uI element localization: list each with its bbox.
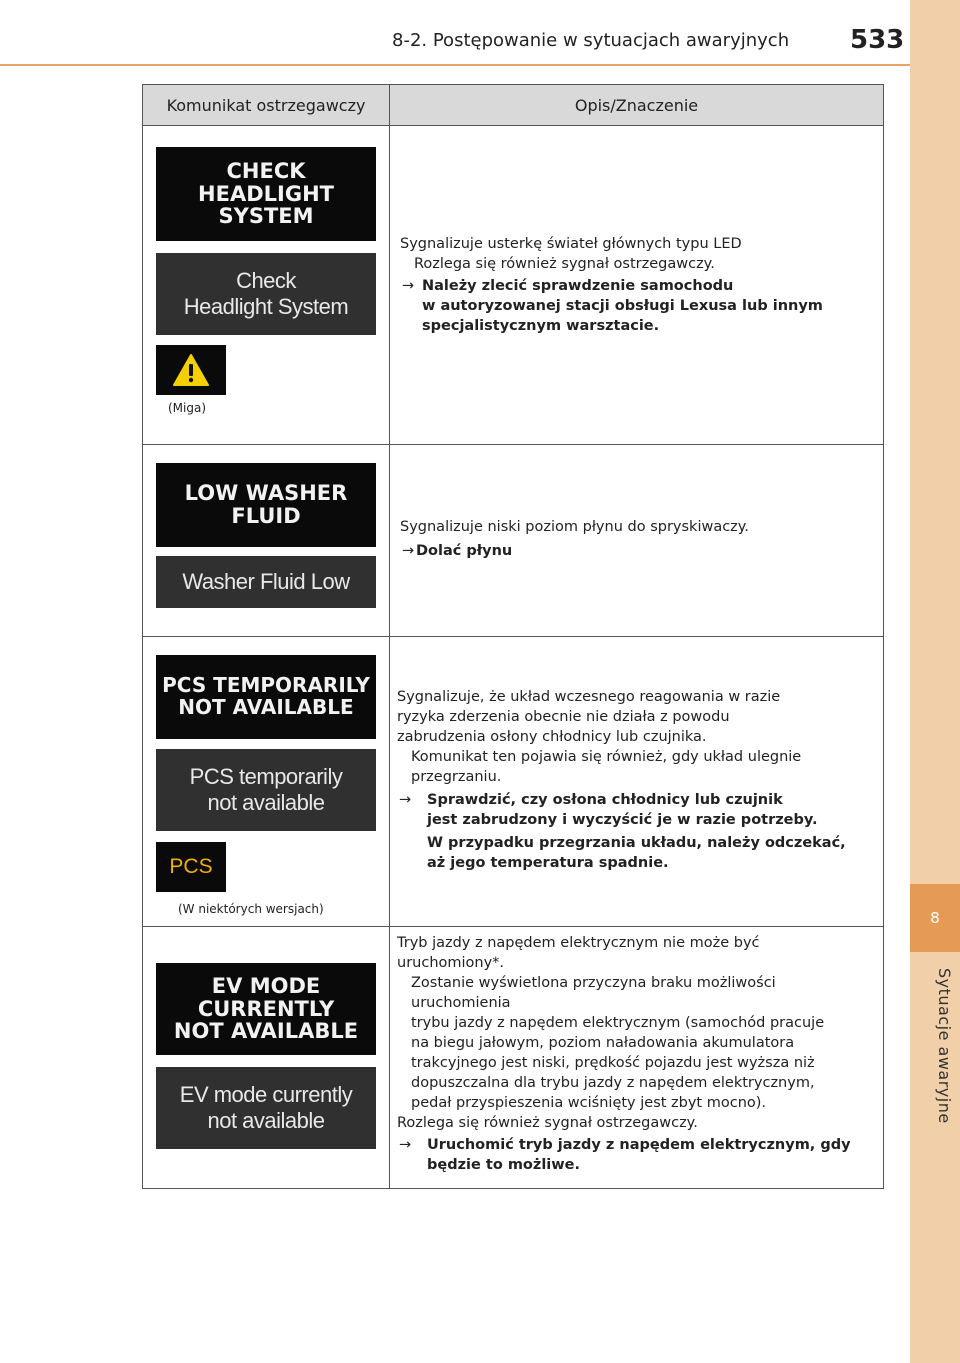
action-line: jest zabrudzony i wyczyścić je w razie potrzeby.	[427, 812, 818, 828]
pcs-indicator	[156, 842, 226, 892]
description-text	[397, 687, 873, 747]
description-line: Sygnalizuje, że układ wczesnego reagowania w razie	[397, 689, 781, 705]
message-display-upper	[156, 963, 376, 1055]
message-line: not available	[207, 1108, 325, 1133]
message-line: EV MODE	[211, 973, 321, 998]
message-line: CHECK	[226, 158, 306, 183]
message-display-upper	[156, 655, 376, 739]
message-line: CURRENTLY	[197, 996, 335, 1021]
message-line: Headlight System	[183, 294, 349, 319]
action-line: Sprawdzić, czy osłona chłodnicy lub czujnik	[427, 792, 783, 808]
description-line: trybu jazdy z napędem elektrycznym (samochód pracuje	[411, 1015, 825, 1031]
column-header-description: Opis/Znaczenie	[390, 85, 884, 126]
description-line: uruchomiony*.	[397, 955, 505, 971]
description-text	[397, 973, 873, 1113]
message-line: Check	[236, 267, 296, 293]
description-text: Rozlega się również sygnał ostrzegawczy.	[397, 1115, 698, 1131]
action-line: będzie to możliwe.	[427, 1157, 581, 1173]
table-row	[143, 637, 884, 927]
arrow-icon: →	[399, 792, 412, 808]
section-title: 8-2. Postępowanie w sytuacjach awaryjnych	[392, 30, 790, 51]
chapter-number: 8	[930, 909, 940, 927]
description-cell	[390, 927, 884, 1189]
action-item	[400, 541, 873, 561]
message-cell	[143, 927, 390, 1189]
warning-triangle-icon	[172, 353, 210, 387]
description-line: uruchomienia	[411, 995, 511, 1011]
message-line: SYSTEM	[218, 204, 314, 229]
description-text: Rozlega się również sygnał ostrzegawczy.	[414, 256, 715, 272]
message-line: NOT AVAILABLE	[178, 695, 354, 719]
message-display-lower	[156, 749, 376, 831]
description-cell	[390, 637, 884, 927]
action-line: Dolać płynu	[416, 543, 513, 559]
message-cell	[143, 637, 390, 927]
warning-messages-table	[142, 84, 884, 1189]
action-note	[397, 833, 873, 873]
description-line: pedał przyspieszenia wciśnięty jest zbyt mocno).	[411, 1095, 767, 1111]
action-line: W przypadku przegrzania układu, należy odczekać,	[427, 835, 846, 851]
action-item	[397, 790, 873, 830]
table-row	[143, 445, 884, 637]
description-cell	[390, 445, 884, 637]
arrow-icon: →	[402, 278, 415, 294]
table-row	[143, 126, 884, 445]
message-line: FLUID	[231, 504, 301, 528]
description-text	[397, 933, 873, 973]
action-item	[397, 1135, 873, 1175]
description-line: Zostanie wyświetlona przyczyna braku możliwości	[411, 975, 776, 991]
action-line: Uruchomić tryb jazdy z napędem elektrycznym, gdy	[427, 1137, 851, 1153]
description-cell	[390, 126, 884, 445]
warning-indicator	[156, 345, 226, 395]
action-line: Należy zlecić sprawdzenie samochodu	[422, 278, 734, 294]
description-text	[397, 747, 873, 787]
description-line: przegrzaniu.	[411, 769, 502, 785]
indicator-caption: (Miga)	[168, 401, 207, 415]
header-rule	[0, 64, 910, 66]
action-line: specjalistycznym warsztacie.	[422, 318, 660, 334]
table-row	[143, 927, 884, 1189]
message-line: PCS TEMPORARILY	[162, 673, 370, 698]
message-display-lower	[156, 253, 376, 335]
description-line: na biegu jałowym, poziom naładowania akumulatora	[411, 1035, 795, 1051]
table-header-row	[143, 85, 884, 126]
message-line: EV mode currently	[179, 1081, 353, 1107]
description-text: Sygnalizuje usterkę świateł głównych typu LED	[400, 236, 742, 252]
description-line: trakcyjnego jest niski, prędkość pojazdu jest wyższa niż	[411, 1055, 815, 1071]
column-header-message: Komunikat ostrzegawczy	[143, 85, 390, 126]
action-item	[400, 276, 873, 336]
message-line: Washer Fluid Low	[182, 568, 350, 594]
chapter-number-tab[interactable]	[910, 884, 960, 952]
description-line: dopuszczalna dla trybu jazdy z napędem elektrycznym,	[411, 1075, 815, 1091]
indicator-caption: (W niektórych wersjach)	[178, 902, 324, 916]
message-display-upper	[156, 147, 376, 241]
message-display-lower	[156, 556, 376, 608]
page-number: 533	[850, 25, 905, 55]
chapter-label: Sytuacje awaryjne	[935, 968, 954, 1124]
pcs-indicator-label: PCS	[169, 855, 213, 878]
description-line: Komunikat ten pojawia się również, gdy układ ulegnie	[411, 749, 802, 765]
arrow-icon: →	[402, 543, 415, 559]
description-line: zabrudzenia osłony chłodnicy lub czujnika.	[397, 729, 707, 745]
message-line: PCS temporarily	[189, 763, 343, 789]
message-display-upper	[156, 463, 376, 547]
description-line: Tryb jazdy z napędem elektrycznym nie może być	[397, 935, 760, 951]
message-cell	[143, 445, 390, 637]
message-cell	[143, 126, 390, 445]
description-line: ryzyka zderzenia obecnie nie działa z powodu	[397, 709, 730, 725]
action-line: w autoryzowanej stacji obsługi Lexusa lub innym	[422, 298, 823, 314]
description-text: Sygnalizuje niski poziom płynu do spryskiwaczy.	[400, 519, 749, 535]
message-display-lower	[156, 1067, 376, 1149]
message-line: LOW WASHER	[184, 481, 348, 506]
arrow-icon: →	[399, 1137, 412, 1153]
action-line: aż jego temperatura spadnie.	[427, 855, 669, 871]
message-line: NOT AVAILABLE	[173, 1019, 359, 1044]
chapter-side-tab	[910, 0, 960, 1363]
message-line: not available	[207, 790, 325, 815]
message-line: HEADLIGHT	[198, 181, 334, 206]
